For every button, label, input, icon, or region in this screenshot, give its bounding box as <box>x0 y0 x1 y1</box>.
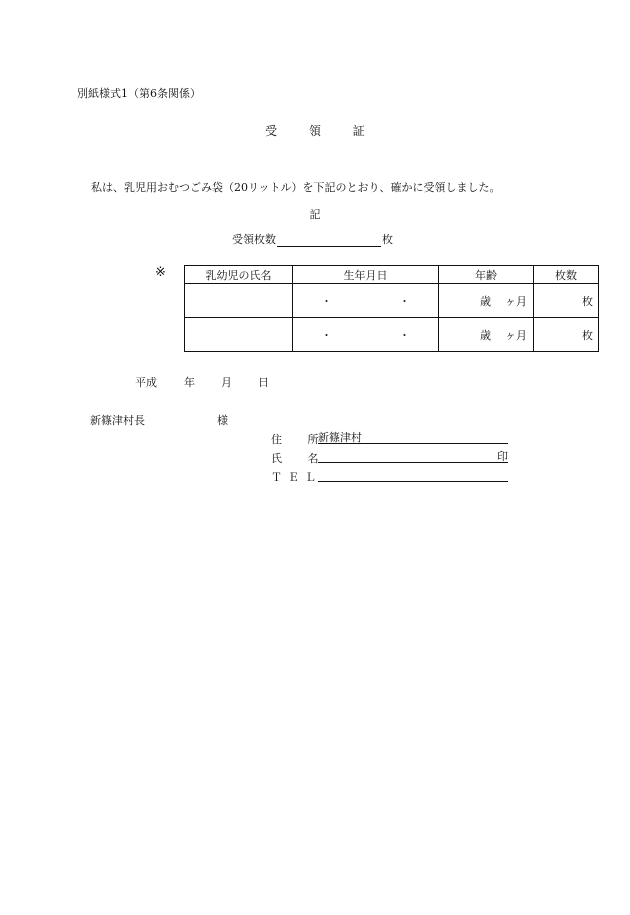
age-years-unit: 歳 <box>480 294 491 308</box>
received-count-blank[interactable] <box>277 234 381 247</box>
infant-name-cell[interactable] <box>185 284 293 318</box>
age-months-unit: ヶ月 <box>505 328 527 342</box>
date-row <box>135 374 269 390</box>
form-label: 別紙様式1（第6条関係） <box>77 87 201 100</box>
tel-field[interactable] <box>318 467 508 482</box>
header-birth-date: 生年月日 <box>293 266 439 284</box>
recipient-name: 新篠津村長 <box>90 414 145 427</box>
table-row <box>185 318 599 352</box>
name-label: 氏 名 <box>271 452 330 465</box>
age-months-unit: ヶ月 <box>505 294 527 308</box>
date-era: 平成 <box>135 376 157 389</box>
recipient-line <box>90 412 228 428</box>
header-infant-name: 乳幼児の氏名 <box>185 266 293 284</box>
sheet-count-cell[interactable]: 枚 <box>534 318 599 352</box>
header-sheet-count: 枚数 <box>534 266 599 284</box>
age-years-unit: 歳 <box>480 328 491 342</box>
note-mark: ※ <box>155 265 166 280</box>
header-age: 年齢 <box>439 266 534 284</box>
infant-table <box>184 265 599 352</box>
date-day: 日 <box>258 376 269 389</box>
received-count-unit: 枚 <box>382 233 393 246</box>
address-label: 住 所 <box>271 433 330 446</box>
ki-heading: 記 <box>309 208 321 221</box>
name-field[interactable] <box>318 448 508 463</box>
seal-mark: 印 <box>497 450 508 463</box>
date-year: 年 <box>184 376 195 389</box>
received-count-row <box>232 231 393 247</box>
infant-name-cell[interactable] <box>185 318 293 352</box>
address-field[interactable] <box>318 429 508 444</box>
sheet-count-cell[interactable]: 枚 <box>534 284 599 318</box>
birth-date-cell[interactable]: ・ ・ <box>293 284 439 318</box>
received-count-label: 受領枚数 <box>232 233 276 246</box>
table-header-row <box>185 266 599 284</box>
date-month: 月 <box>221 376 232 389</box>
birth-date-cell[interactable]: ・ ・ <box>293 318 439 352</box>
tel-label: ＴＥＬ <box>271 471 322 484</box>
age-cell[interactable] <box>439 284 534 318</box>
recipient-honorific: 様 <box>217 414 228 427</box>
receipt-statement: 私は、乳児用おむつごみ袋（20リットル）を下記のとおり、確かに受領しました。 <box>91 181 501 194</box>
age-cell[interactable] <box>439 318 534 352</box>
address-value: 新篠津村 <box>318 431 362 444</box>
table-row <box>185 284 599 318</box>
document-title: 受 領 証 <box>265 124 379 138</box>
